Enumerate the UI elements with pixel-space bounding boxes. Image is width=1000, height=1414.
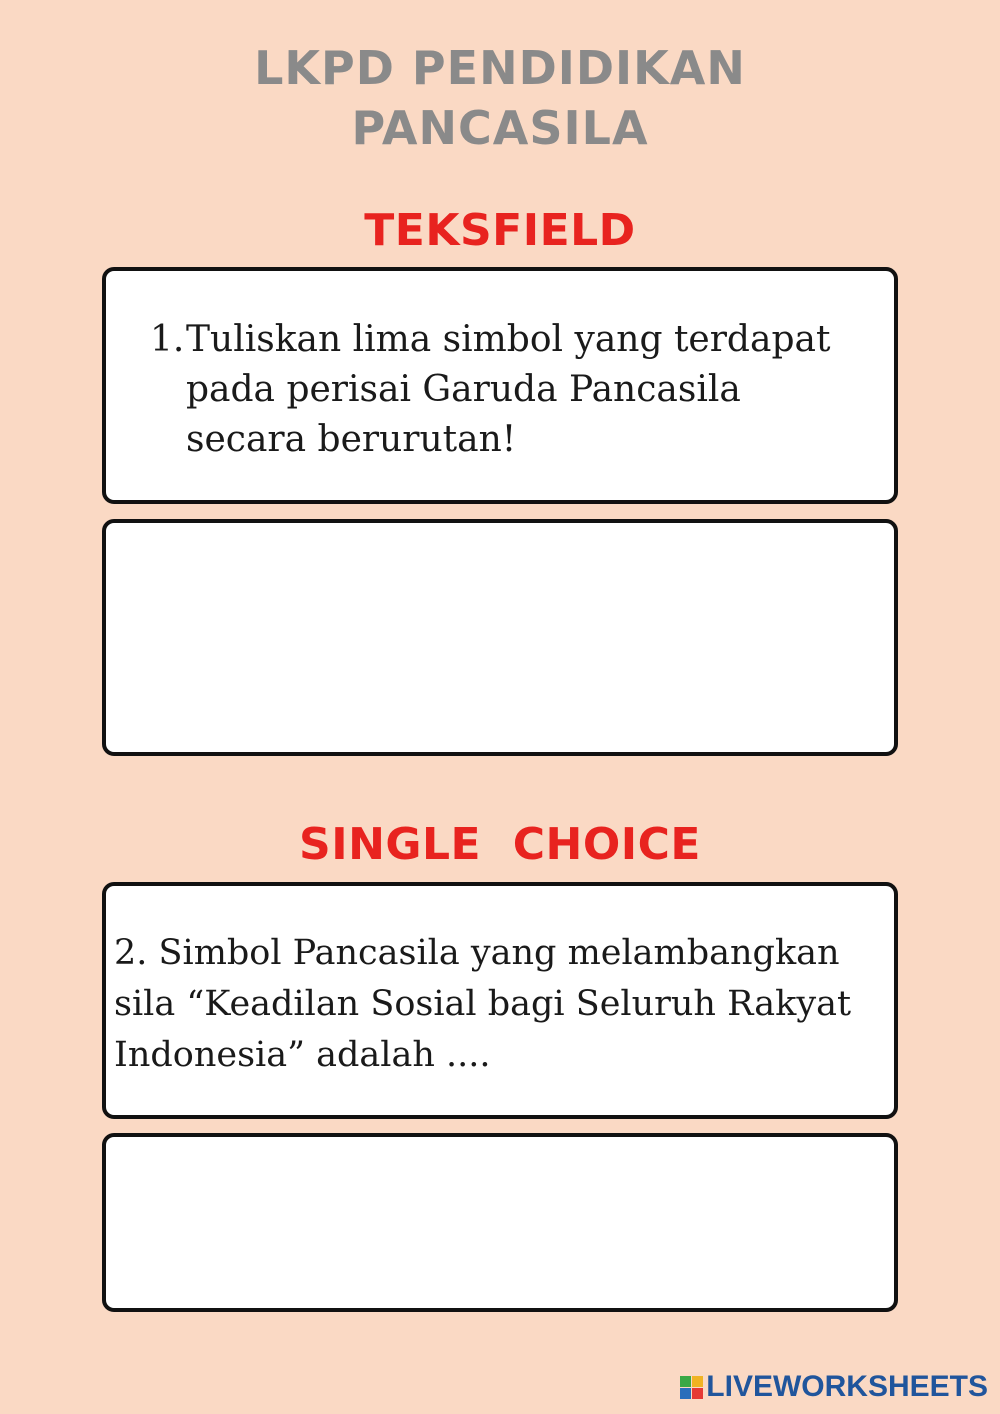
liveworksheets-brand	[680, 1370, 988, 1404]
section-heading-single-choice: SINGLE CHOICE	[299, 819, 701, 870]
liveworksheets-logo-icon	[680, 1376, 703, 1399]
answer-1-textfield[interactable]	[102, 519, 898, 756]
logo-square-v	[680, 1388, 691, 1399]
question-1-text-block	[150, 315, 870, 465]
logo-square-e	[692, 1388, 703, 1399]
question-1-card	[102, 267, 898, 504]
liveworksheets-brand-text: LIVEWORKSHEETS	[706, 1370, 988, 1403]
question-2-card	[102, 882, 898, 1119]
section-heading-teksfield: TEKSFIELD	[364, 205, 636, 256]
question-1-number: 1.	[150, 319, 185, 360]
page-title-line-2: PANCASILA	[351, 101, 649, 155]
logo-square-i	[692, 1376, 703, 1387]
page-title-line-1: LKPD PENDIDIKAN	[254, 41, 746, 95]
question-1-text: Tuliskan lima simbol yang terdapat pada perisai Garuda Pancasila secara berurutan!	[186, 319, 831, 460]
logo-square-l	[680, 1376, 691, 1387]
answer-2-choice-box[interactable]	[102, 1133, 898, 1312]
question-2-text: 2. Simbol Pancasila yang melambangkan sila “Keadilan Sosial bagi Seluruh Rakyat Indonesia” adalah ....	[114, 933, 852, 1075]
